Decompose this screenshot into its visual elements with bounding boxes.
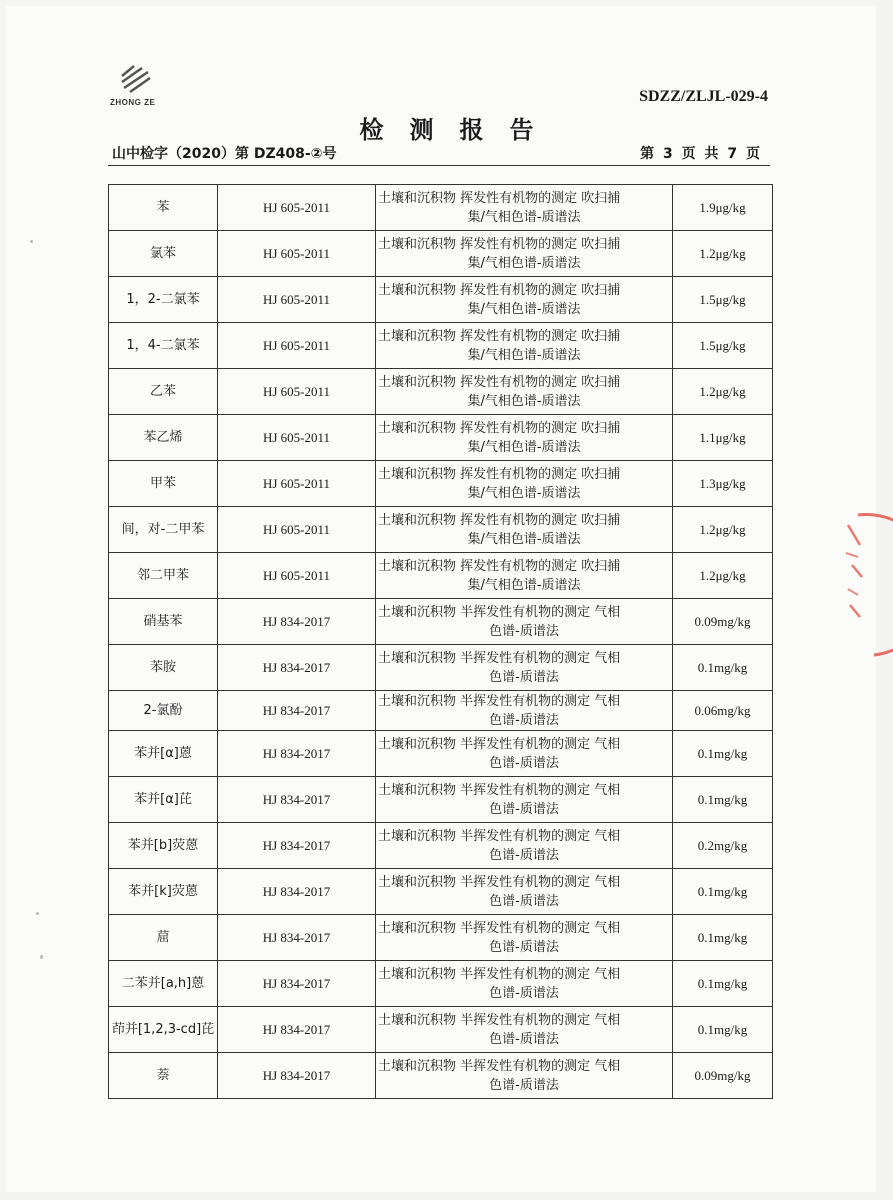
method-line-1: 土壤和沉积物 挥发性有机物的测定 吹扫捕 xyxy=(378,512,621,528)
standard-cell: HJ 605-2011 xyxy=(218,461,376,507)
table-row xyxy=(109,1007,773,1053)
detection-limit-cell: 1.5μg/kg xyxy=(673,323,773,369)
method-line-1: 土壤和沉积物 半挥发性有机物的测定 气相 xyxy=(378,693,621,709)
standard-cell: HJ 834-2017 xyxy=(218,961,376,1007)
detection-limit-cell: 0.1mg/kg xyxy=(673,645,773,691)
method-line-2: 集/气相色谱-质谱法 xyxy=(467,531,581,547)
detection-limit-cell: 0.2mg/kg xyxy=(673,823,773,869)
item-name-cell: 邻二甲苯 xyxy=(109,553,218,599)
standard-cell: HJ 834-2017 xyxy=(218,691,376,731)
detection-limit-cell: 0.09mg/kg xyxy=(673,1053,773,1099)
item-name-cell: 二苯并[a,h]蒽 xyxy=(109,961,218,1007)
method-line-2: 集/气相色谱-质谱法 xyxy=(467,209,581,225)
method-cell xyxy=(376,323,673,369)
method-cell xyxy=(376,1053,673,1099)
method-line-1: 土壤和沉积物 半挥发性有机物的测定 气相 xyxy=(378,1058,621,1074)
detection-limit-cell: 1.2μg/kg xyxy=(673,369,773,415)
results-table xyxy=(108,184,773,1099)
detection-limit-cell: 0.1mg/kg xyxy=(673,731,773,777)
item-name-cell: 1，2-二氯苯 xyxy=(109,277,218,323)
table-row xyxy=(109,323,773,369)
method-cell xyxy=(376,277,673,323)
standard-cell: HJ 605-2011 xyxy=(218,507,376,553)
method-line-2: 色谱-质谱法 xyxy=(489,712,559,728)
method-cell xyxy=(376,1007,673,1053)
detection-limit-cell: 0.1mg/kg xyxy=(673,869,773,915)
method-line-1: 土壤和沉积物 半挥发性有机物的测定 气相 xyxy=(378,966,621,982)
detection-limit-cell: 1.3μg/kg xyxy=(673,461,773,507)
detection-limit-cell: 1.1μg/kg xyxy=(673,415,773,461)
item-name-cell: 萘 xyxy=(109,1053,218,1099)
table-row xyxy=(109,599,773,645)
document-code: SDZZ/ZLJL-029-4 xyxy=(639,88,768,105)
method-line-2: 集/气相色谱-质谱法 xyxy=(467,485,581,501)
method-line-2: 色谱-质谱法 xyxy=(489,755,559,771)
method-cell xyxy=(376,823,673,869)
table-row xyxy=(109,369,773,415)
table-row xyxy=(109,507,773,553)
detection-limit-cell: 0.1mg/kg xyxy=(673,961,773,1007)
table-row xyxy=(109,461,773,507)
method-line-1: 土壤和沉积物 半挥发性有机物的测定 气相 xyxy=(378,874,621,890)
item-name-cell: 甲苯 xyxy=(109,461,218,507)
method-line-2: 色谱-质谱法 xyxy=(489,1031,559,1047)
standard-cell: HJ 834-2017 xyxy=(218,777,376,823)
detection-limit-cell: 0.1mg/kg xyxy=(673,1007,773,1053)
item-name-cell: 苯 xyxy=(109,185,218,231)
header-rule xyxy=(108,165,770,166)
method-line-2: 色谱-质谱法 xyxy=(489,801,559,817)
method-line-1: 土壤和沉积物 半挥发性有机物的测定 气相 xyxy=(378,782,621,798)
standard-cell: HJ 605-2011 xyxy=(218,415,376,461)
standard-cell: HJ 834-2017 xyxy=(218,1007,376,1053)
item-name-cell: 苯并[k]荧蒽 xyxy=(109,869,218,915)
item-name-cell: 苯并[b]荧蒽 xyxy=(109,823,218,869)
method-line-1: 土壤和沉积物 半挥发性有机物的测定 气相 xyxy=(378,736,621,752)
method-line-1: 土壤和沉积物 挥发性有机物的测定 吹扫捕 xyxy=(378,466,621,482)
item-name-cell: 苯乙烯 xyxy=(109,415,218,461)
report-title: 检测报告 xyxy=(359,115,560,144)
standard-cell: HJ 834-2017 xyxy=(218,645,376,691)
table-row xyxy=(109,553,773,599)
item-name-cell: 苯并[α]蒽 xyxy=(109,731,218,777)
method-cell xyxy=(376,369,673,415)
table-row xyxy=(109,777,773,823)
item-name-cell: 茚并[1,2,3-cd]芘 xyxy=(109,1007,218,1053)
method-line-2: 色谱-质谱法 xyxy=(489,623,559,639)
item-name-cell: 1，4-二氯苯 xyxy=(109,323,218,369)
method-line-1: 土壤和沉积物 挥发性有机物的测定 吹扫捕 xyxy=(378,420,621,436)
detection-limit-cell: 1.2μg/kg xyxy=(673,507,773,553)
method-line-1: 土壤和沉积物 挥发性有机物的测定 吹扫捕 xyxy=(378,236,621,252)
table-row xyxy=(109,277,773,323)
scan-speck xyxy=(30,240,33,243)
method-line-2: 色谱-质谱法 xyxy=(489,669,559,685)
standard-cell: HJ 834-2017 xyxy=(218,915,376,961)
item-name-cell: 2-氯酚 xyxy=(109,691,218,731)
table-row xyxy=(109,415,773,461)
method-cell xyxy=(376,869,673,915)
method-line-2: 集/气相色谱-质谱法 xyxy=(467,301,581,317)
method-line-1: 土壤和沉积物 挥发性有机物的测定 吹扫捕 xyxy=(378,282,621,298)
scan-speck xyxy=(40,955,43,959)
table-row xyxy=(109,731,773,777)
table-row xyxy=(109,823,773,869)
standard-cell: HJ 605-2011 xyxy=(218,553,376,599)
detection-limit-cell: 0.1mg/kg xyxy=(673,915,773,961)
page-info: 第 3 页 共 7 页 xyxy=(640,146,760,162)
standard-cell: HJ 605-2011 xyxy=(218,277,376,323)
table-row xyxy=(109,961,773,1007)
method-line-2: 集/气相色谱-质谱法 xyxy=(467,347,581,363)
method-cell xyxy=(376,599,673,645)
method-line-1: 土壤和沉积物 挥发性有机物的测定 吹扫捕 xyxy=(378,190,621,206)
detection-limit-cell: 0.06mg/kg xyxy=(673,691,773,731)
method-cell xyxy=(376,553,673,599)
standard-cell: HJ 605-2011 xyxy=(218,323,376,369)
method-line-1: 土壤和沉积物 半挥发性有机物的测定 气相 xyxy=(378,920,621,936)
item-name-cell: 氯苯 xyxy=(109,231,218,277)
method-cell xyxy=(376,777,673,823)
logo-text: ZHONG ZE xyxy=(110,98,156,107)
company-logo xyxy=(110,62,170,110)
method-cell xyxy=(376,231,673,277)
standard-cell: HJ 834-2017 xyxy=(218,869,376,915)
method-line-2: 集/气相色谱-质谱法 xyxy=(467,393,581,409)
table-row xyxy=(109,185,773,231)
method-line-1: 土壤和沉积物 挥发性有机物的测定 吹扫捕 xyxy=(378,328,621,344)
method-cell xyxy=(376,415,673,461)
detection-limit-cell: 0.1mg/kg xyxy=(673,777,773,823)
detection-limit-cell: 0.09mg/kg xyxy=(673,599,773,645)
item-name-cell: 䓛 xyxy=(109,915,218,961)
zhongze-logo-icon xyxy=(110,62,170,98)
method-cell xyxy=(376,731,673,777)
standard-cell: HJ 605-2011 xyxy=(218,185,376,231)
method-line-2: 色谱-质谱法 xyxy=(489,985,559,1001)
detection-limit-cell: 1.2μg/kg xyxy=(673,231,773,277)
method-line-1: 土壤和沉积物 半挥发性有机物的测定 气相 xyxy=(378,1012,621,1028)
method-cell xyxy=(376,461,673,507)
method-line-1: 土壤和沉积物 挥发性有机物的测定 吹扫捕 xyxy=(378,374,621,390)
table-row xyxy=(109,915,773,961)
report-number: 山中检字（2020）第 DZ408-②号 xyxy=(112,146,337,162)
item-name-cell: 硝基苯 xyxy=(109,599,218,645)
item-name-cell: 乙苯 xyxy=(109,369,218,415)
standard-cell: HJ 834-2017 xyxy=(218,731,376,777)
standard-cell: HJ 605-2011 xyxy=(218,231,376,277)
scan-speck xyxy=(36,912,39,915)
method-cell xyxy=(376,915,673,961)
method-line-2: 集/气相色谱-质谱法 xyxy=(467,577,581,593)
method-cell xyxy=(376,645,673,691)
item-name-cell: 间，对-二甲苯 xyxy=(109,507,218,553)
method-line-2: 色谱-质谱法 xyxy=(489,1077,559,1093)
standard-cell: HJ 834-2017 xyxy=(218,599,376,645)
detection-limit-cell: 1.2μg/kg xyxy=(673,553,773,599)
method-line-2: 集/气相色谱-质谱法 xyxy=(467,255,581,271)
table-row xyxy=(109,869,773,915)
method-line-2: 集/气相色谱-质谱法 xyxy=(467,439,581,455)
method-line-2: 色谱-质谱法 xyxy=(489,893,559,909)
red-stamp-icon xyxy=(838,505,893,665)
results-table-body xyxy=(109,185,773,1099)
table-row xyxy=(109,691,773,731)
table-row xyxy=(109,1053,773,1099)
method-line-1: 土壤和沉积物 半挥发性有机物的测定 气相 xyxy=(378,604,621,620)
standard-cell: HJ 605-2011 xyxy=(218,369,376,415)
method-cell xyxy=(376,185,673,231)
standard-cell: HJ 834-2017 xyxy=(218,1053,376,1099)
method-cell xyxy=(376,507,673,553)
method-line-1: 土壤和沉积物 半挥发性有机物的测定 气相 xyxy=(378,650,621,666)
table-row xyxy=(109,645,773,691)
detection-limit-cell: 1.9μg/kg xyxy=(673,185,773,231)
item-name-cell: 苯并[α]芘 xyxy=(109,777,218,823)
method-line-1: 土壤和沉积物 挥发性有机物的测定 吹扫捕 xyxy=(378,558,621,574)
method-cell xyxy=(376,961,673,1007)
method-line-2: 色谱-质谱法 xyxy=(489,939,559,955)
method-line-2: 色谱-质谱法 xyxy=(489,847,559,863)
method-line-1: 土壤和沉积物 半挥发性有机物的测定 气相 xyxy=(378,828,621,844)
table-row xyxy=(109,231,773,277)
method-cell xyxy=(376,691,673,731)
item-name-cell: 苯胺 xyxy=(109,645,218,691)
standard-cell: HJ 834-2017 xyxy=(218,823,376,869)
detection-limit-cell: 1.5μg/kg xyxy=(673,277,773,323)
